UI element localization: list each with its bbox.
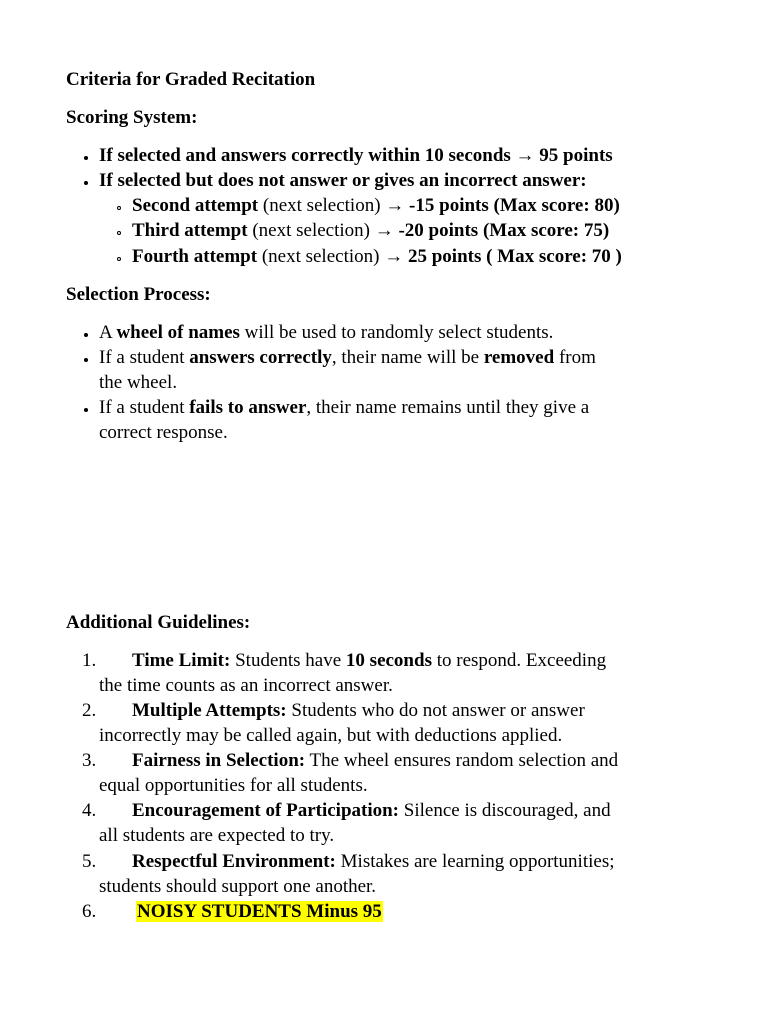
bullet-ring-icon: [117, 231, 121, 235]
bullet-dot-icon: [84, 408, 88, 412]
bullet-ring-icon: [117, 206, 121, 210]
guideline-2-cont: incorrectly may be called again, but with deductions applied.: [99, 725, 563, 746]
list-number: 6.: [82, 901, 97, 922]
guideline-1: [132, 648, 606, 673]
selection-item-3: [99, 395, 589, 420]
guideline-6: [136, 899, 383, 924]
text-run: If a student: [99, 397, 190, 418]
attempt-detail: (next selection) →: [257, 246, 408, 267]
bullet-ring-icon: [117, 257, 121, 261]
text-run: Students who do not answer or answer: [286, 700, 585, 721]
text-run: to respond. Exceeding: [431, 650, 607, 671]
text-run-bold: answers correctly: [189, 347, 332, 368]
attempt-points: -15 points (Max score: 80): [409, 195, 620, 216]
selection-item-2-cont: the wheel.: [99, 372, 178, 393]
bullet-dot-icon: [84, 156, 88, 160]
guideline-4-cont: all students are expected to try.: [99, 825, 335, 846]
text-run-bold: Fairness in Selection:: [132, 750, 306, 771]
text-run: Students have: [230, 650, 346, 671]
text-run: If a student: [99, 347, 190, 368]
scoring-heading: Scoring System:: [66, 107, 198, 128]
text-run-bold: Respectful Environment:: [132, 851, 336, 872]
attempt-points: -20 points (Max score: 75): [398, 220, 610, 241]
scoring-subitem-second: [132, 193, 620, 218]
list-number: 4.: [82, 800, 97, 821]
list-number: 1.: [82, 650, 97, 671]
text-run: The wheel ensures random selection and: [305, 750, 619, 771]
text-run-bold: Encouragement of Participation:: [132, 800, 400, 821]
text-run: A: [99, 322, 117, 343]
text-run-bold: removed: [483, 347, 555, 368]
text-run: , their name remains until they give a: [306, 397, 590, 418]
highlighted-note: NOISY STUDENTS Minus 95: [137, 901, 382, 922]
guideline-3-cont: equal opportunities for all students.: [99, 775, 368, 796]
guideline-2: [132, 698, 585, 723]
attempt-detail: (next selection) →: [258, 195, 410, 216]
selection-heading: Selection Process:: [66, 284, 211, 305]
guideline-3: [132, 748, 618, 773]
list-number: 2.: [82, 700, 97, 721]
attempt-label: Fourth attempt: [132, 246, 258, 267]
bullet-dot-icon: [84, 358, 88, 362]
scoring-item-1: If selected and answers correctly within 10 seconds → 95 points: [99, 145, 613, 166]
bullet-dot-icon: [84, 181, 88, 185]
list-number: 3.: [82, 750, 97, 771]
attempt-label: Third attempt: [132, 220, 248, 241]
selection-item-1: [99, 320, 553, 345]
text-run: from: [554, 347, 596, 368]
guideline-4: [132, 798, 611, 823]
text-run: Silence is discouraged, and: [399, 800, 611, 821]
text-run-bold: 10 seconds: [345, 650, 432, 671]
text-run-bold: Time Limit:: [132, 650, 231, 671]
selection-item-3-cont: correct response.: [99, 422, 228, 443]
attempt-detail: (next selection) →: [247, 220, 399, 241]
text-run-bold: Multiple Attempts:: [132, 700, 287, 721]
text-run-bold: wheel of names: [116, 322, 240, 343]
guideline-5-cont: students should support one another.: [99, 876, 377, 897]
document-title: Criteria for Graded Recitation: [66, 69, 316, 90]
guideline-1-cont: the time counts as an incorrect answer.: [99, 675, 393, 696]
list-number: 5.: [82, 851, 97, 872]
attempt-label: Second attempt: [132, 195, 259, 216]
attempt-points: 25 points ( Max score: 70 ): [407, 246, 622, 267]
guidelines-heading: Additional Guidelines:: [66, 612, 251, 633]
text-run-bold: fails to answer: [189, 397, 307, 418]
scoring-subitem-third: [132, 218, 609, 243]
guideline-5: [132, 849, 615, 874]
text-run: , their name will be: [331, 347, 484, 368]
bullet-dot-icon: [84, 333, 88, 337]
scoring-subitem-fourth: [132, 244, 622, 269]
selection-item-2: [99, 345, 596, 370]
scoring-item-2: If selected but does not answer or gives an incorrect answer:: [99, 170, 587, 191]
text-run: will be used to randomly select students.: [239, 322, 554, 343]
text-run: Mistakes are learning opportunities;: [335, 851, 615, 872]
